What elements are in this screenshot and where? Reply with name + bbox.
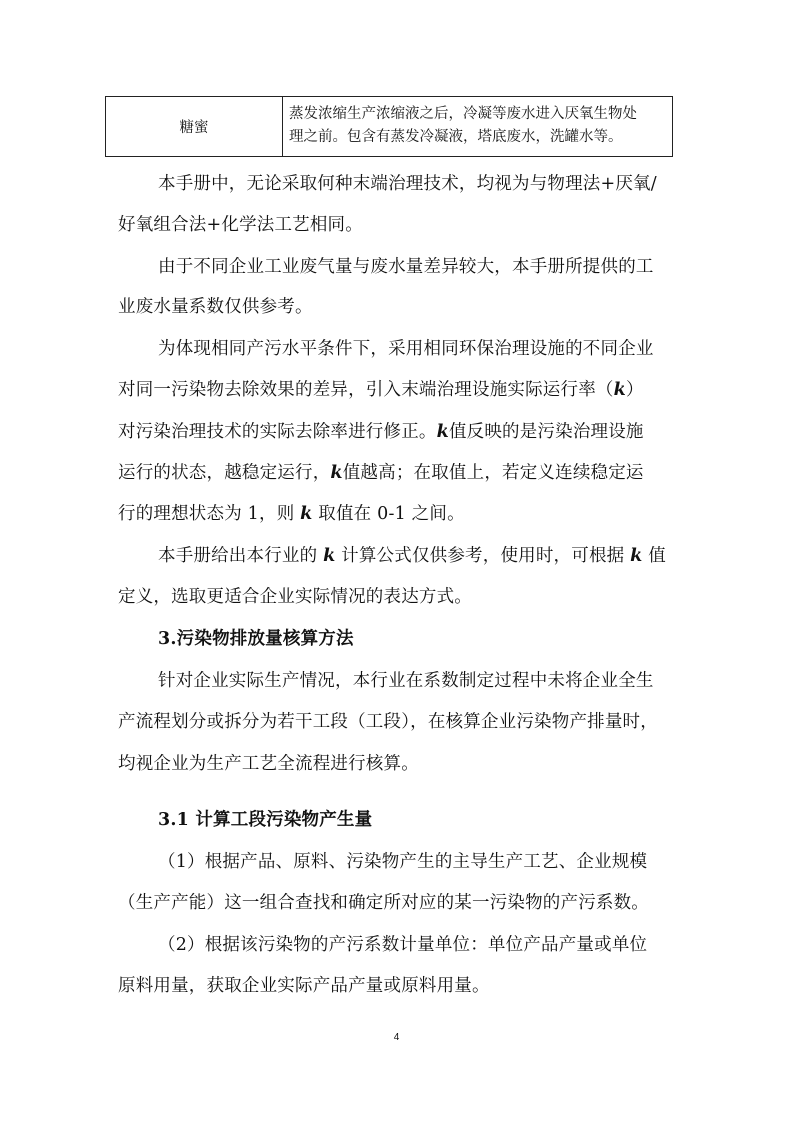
- paragraph-line: 均视企业为生产工艺全流程进行核算。: [118, 754, 419, 774]
- paragraph-line: 原料用量，获取企业实际产品产量或原料用量。: [118, 976, 490, 996]
- paragraph-line: 本手册中，无论采取何种末端治理技术，均视为与物理法+厌氧/: [158, 174, 657, 194]
- text-span: 对污染治理技术的实际去除率进行修正。: [118, 422, 437, 442]
- section-heading: 3.污染物排放量核算方法: [158, 629, 354, 649]
- text-span: 计算公式仅供参考，使用时，可根据: [335, 546, 631, 566]
- paragraph-line: 产流程划分或拆分为若干工段（工段），在核算企业污染物产排量时，: [118, 712, 658, 732]
- table-desc-line: 理之前。包含有蒸发冷凝液，塔底废水，洗罐水等。: [289, 129, 623, 145]
- k-variable: k: [613, 380, 626, 400]
- text-span: 本手册给出本行业的: [158, 546, 324, 566]
- subsection-heading: 3.1 计算工段污染物产生量: [158, 810, 373, 830]
- k-variable: k: [330, 463, 343, 483]
- paragraph-line: 为体现相同产污水平条件下，采用相同环保治理设施的不同企业: [158, 339, 654, 359]
- paragraph-line: 针对企业实际生产情况，本行业在系数制定过程中未将企业全生: [158, 671, 654, 691]
- paragraph-line: [118, 459, 674, 484]
- table-desc-line: 蒸发浓缩生产浓缩液之后，冷凝等废水进入厌氧生物处: [289, 106, 637, 122]
- text-span: 值: [642, 546, 666, 566]
- page-number: 4: [393, 1032, 400, 1043]
- table-cell-description: [283, 97, 672, 156]
- text-span: 运行的状态，越稳定运行，: [118, 463, 331, 483]
- paragraph-line: （2）根据该污染物的产污系数计量单位：单位产品产量或单位: [158, 935, 648, 955]
- text-span: ）: [625, 380, 644, 400]
- paragraph-line: [158, 542, 674, 567]
- k-variable: k: [630, 546, 643, 566]
- k-variable: k: [323, 546, 336, 566]
- k-variable: k: [300, 504, 313, 524]
- paragraph-line: （1）根据产品、原料、污染物产生的主导生产工艺、企业规模: [158, 852, 648, 872]
- text-span: 值越高；在取值上，若定义连续稳定运: [342, 463, 644, 483]
- k-variable: k: [436, 422, 449, 442]
- process-table: [105, 96, 673, 157]
- paragraph-line: （生产产能）这一组合查找和确定所对应的某一污染物的产污系数。: [118, 893, 649, 913]
- paragraph-line: [118, 500, 674, 525]
- paragraph-line: [118, 418, 674, 443]
- paragraph-line: 由于不同企业工业废气量与废水量差异较大，本手册所提供的工: [158, 257, 654, 277]
- paragraph-line: 定义，选取更适合企业实际情况的表达方式。: [118, 587, 472, 607]
- table-cell-material: 糖蜜: [106, 97, 283, 156]
- paragraph-line: 业废水量系数仅供参考。: [118, 297, 313, 317]
- paragraph-line: 好氧组合法+化学法工艺相同。: [118, 215, 363, 235]
- text-span: 行的理想状态为 1，则: [118, 504, 301, 524]
- paragraph-line: [118, 376, 674, 401]
- text-span: 取值在 0-1 之间。: [312, 504, 465, 524]
- text-span: 值反映的是污染治理设施: [448, 422, 644, 442]
- text-span: 对同一污染物去除效果的差异，引入末端治理设施实际运行率（: [118, 380, 614, 400]
